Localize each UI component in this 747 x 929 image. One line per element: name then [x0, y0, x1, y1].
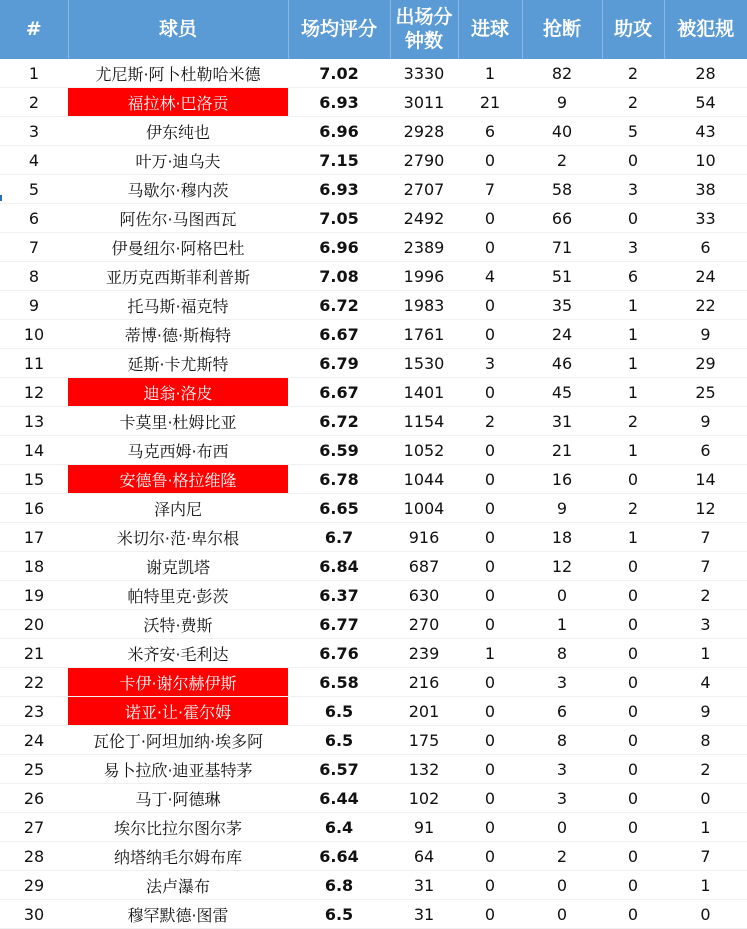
cell-fouled: 6 — [664, 233, 747, 262]
cell-goals: 0 — [458, 378, 522, 407]
table-row — [0, 59, 747, 88]
cell-minutes: 31 — [390, 900, 458, 929]
cell-minutes: 31 — [390, 871, 458, 900]
cell-goals: 0 — [458, 146, 522, 175]
cell-fouled: 9 — [664, 407, 747, 436]
cell-player-name: 马克西姆·布西 — [68, 436, 288, 465]
cell-fouled: 1 — [664, 871, 747, 900]
cell-minutes: 64 — [390, 842, 458, 871]
cell-fouled: 7 — [664, 552, 747, 581]
cell-assists: 0 — [602, 755, 664, 784]
cell-minutes: 3330 — [390, 59, 458, 88]
cell-fouled: 6 — [664, 436, 747, 465]
cell-minutes: 1154 — [390, 407, 458, 436]
cell-tackles: 0 — [522, 581, 602, 610]
cell-minutes: 201 — [390, 697, 458, 726]
cell-fouled: 7 — [664, 842, 747, 871]
cell-tackles: 8 — [522, 726, 602, 755]
table-row — [0, 784, 747, 813]
cell-index: 30 — [0, 900, 68, 929]
cell-index: 6 — [0, 204, 68, 233]
cell-index: 20 — [0, 610, 68, 639]
cell-rating: 6.5 — [288, 697, 390, 726]
cell-assists: 0 — [602, 639, 664, 668]
cell-goals: 0 — [458, 523, 522, 552]
cell-rating: 6.76 — [288, 639, 390, 668]
table-row — [0, 465, 747, 494]
cell-minutes: 630 — [390, 581, 458, 610]
cell-tackles: 2 — [522, 146, 602, 175]
table-row — [0, 349, 747, 378]
cell-index: 5 — [0, 175, 68, 204]
cell-rating: 7.08 — [288, 262, 390, 291]
table-row — [0, 407, 747, 436]
cell-index: 2 — [0, 88, 68, 117]
cell-index: 17 — [0, 523, 68, 552]
cell-player-name: 纳塔纳毛尔姆布库 — [68, 842, 288, 871]
header-index: # — [0, 0, 68, 59]
cell-goals: 3 — [458, 349, 522, 378]
cell-goals: 0 — [458, 581, 522, 610]
cell-assists: 0 — [602, 668, 664, 697]
cell-fouled: 3 — [664, 610, 747, 639]
cell-minutes: 216 — [390, 668, 458, 697]
table-row — [0, 494, 747, 523]
cell-player-name: 伊曼纽尔·阿格巴杜 — [68, 233, 288, 262]
cell-player-name: 延斯·卡尤斯特 — [68, 349, 288, 378]
cell-goals: 0 — [458, 552, 522, 581]
cell-index: 24 — [0, 726, 68, 755]
cell-rating: 6.84 — [288, 552, 390, 581]
cell-index: 13 — [0, 407, 68, 436]
table-row — [0, 291, 747, 320]
cell-goals: 1 — [458, 59, 522, 88]
cell-rating: 6.44 — [288, 784, 390, 813]
table-row — [0, 175, 747, 204]
cell-goals: 0 — [458, 320, 522, 349]
cell-index: 9 — [0, 291, 68, 320]
cell-rating: 6.57 — [288, 755, 390, 784]
cell-assists: 0 — [602, 204, 664, 233]
cell-assists: 0 — [602, 465, 664, 494]
cell-rating: 7.05 — [288, 204, 390, 233]
cell-rating: 6.93 — [288, 175, 390, 204]
cell-index: 4 — [0, 146, 68, 175]
cell-index: 22 — [0, 668, 68, 697]
cell-rating: 6.72 — [288, 291, 390, 320]
cell-goals: 4 — [458, 262, 522, 291]
cell-minutes: 1004 — [390, 494, 458, 523]
cell-rating: 6.96 — [288, 117, 390, 146]
cell-assists: 1 — [602, 523, 664, 552]
cell-player-name: 马歇尔·穆内茨 — [68, 175, 288, 204]
cell-tackles: 3 — [522, 784, 602, 813]
table-row — [0, 146, 747, 175]
cell-fouled: 33 — [664, 204, 747, 233]
cell-fouled: 0 — [664, 784, 747, 813]
cell-fouled: 29 — [664, 349, 747, 378]
cell-player-name: 叶万·迪乌夫 — [68, 146, 288, 175]
cell-goals: 0 — [458, 291, 522, 320]
cell-tackles: 24 — [522, 320, 602, 349]
cell-player-name: 卡莫里·杜姆比亚 — [68, 407, 288, 436]
cell-minutes: 1044 — [390, 465, 458, 494]
cell-player-name: 福拉林·巴洛贡 — [68, 88, 288, 117]
cell-player-name: 托马斯·福克特 — [68, 291, 288, 320]
cell-rating: 6.59 — [288, 436, 390, 465]
cell-index: 23 — [0, 697, 68, 726]
cell-player-name: 法卢瀑布 — [68, 871, 288, 900]
cell-minutes: 687 — [390, 552, 458, 581]
cell-minutes: 239 — [390, 639, 458, 668]
cell-assists: 3 — [602, 233, 664, 262]
cell-rating: 6.78 — [288, 465, 390, 494]
cell-fouled: 28 — [664, 59, 747, 88]
cell-player-name: 马丁·阿德琳 — [68, 784, 288, 813]
cell-index: 11 — [0, 349, 68, 378]
cell-player-name: 沃特·费斯 — [68, 610, 288, 639]
cell-tackles: 58 — [522, 175, 602, 204]
cell-assists: 2 — [602, 59, 664, 88]
cell-rating: 6.93 — [288, 88, 390, 117]
cell-tackles: 45 — [522, 378, 602, 407]
cell-index: 19 — [0, 581, 68, 610]
header-fouled: 被犯规 — [664, 0, 747, 59]
cell-tackles: 82 — [522, 59, 602, 88]
cell-fouled: 1 — [664, 639, 747, 668]
cell-tackles: 3 — [522, 755, 602, 784]
cell-index: 1 — [0, 59, 68, 88]
cell-assists: 0 — [602, 610, 664, 639]
cell-assists: 1 — [602, 349, 664, 378]
cell-fouled: 10 — [664, 146, 747, 175]
table-row — [0, 900, 747, 929]
cell-assists: 3 — [602, 175, 664, 204]
cell-player-name: 泽内尼 — [68, 494, 288, 523]
table-row — [0, 639, 747, 668]
cell-minutes: 2790 — [390, 146, 458, 175]
table-row — [0, 436, 747, 465]
cell-fouled: 9 — [664, 697, 747, 726]
cell-assists: 0 — [602, 900, 664, 929]
table-row — [0, 871, 747, 900]
cell-assists: 0 — [602, 146, 664, 175]
header-minutes-line2: 钟数 — [404, 29, 443, 52]
cell-goals: 6 — [458, 117, 522, 146]
cell-index: 25 — [0, 755, 68, 784]
table-row — [0, 842, 747, 871]
cell-tackles: 71 — [522, 233, 602, 262]
cell-assists: 0 — [602, 871, 664, 900]
cell-assists: 1 — [602, 320, 664, 349]
table-row — [0, 117, 747, 146]
cell-tackles: 0 — [522, 871, 602, 900]
cell-goals: 2 — [458, 407, 522, 436]
cell-fouled: 22 — [664, 291, 747, 320]
cell-goals: 0 — [458, 233, 522, 262]
cell-index: 18 — [0, 552, 68, 581]
cell-player-name: 亚历克西斯菲利普斯 — [68, 262, 288, 291]
cell-goals: 0 — [458, 726, 522, 755]
cell-player-name: 帕特里克·彭茨 — [68, 581, 288, 610]
cell-minutes: 2928 — [390, 117, 458, 146]
cell-tackles: 9 — [522, 88, 602, 117]
cell-rating: 6.37 — [288, 581, 390, 610]
cell-goals: 0 — [458, 871, 522, 900]
cell-tackles: 9 — [522, 494, 602, 523]
table-row — [0, 813, 747, 842]
cell-assists: 2 — [602, 407, 664, 436]
cell-goals: 0 — [458, 842, 522, 871]
cell-assists: 5 — [602, 117, 664, 146]
cell-tackles: 2 — [522, 842, 602, 871]
cell-minutes: 2492 — [390, 204, 458, 233]
cell-rating: 6.72 — [288, 407, 390, 436]
cell-index: 10 — [0, 320, 68, 349]
cell-fouled: 43 — [664, 117, 747, 146]
cell-goals: 0 — [458, 436, 522, 465]
cell-minutes: 1983 — [390, 291, 458, 320]
cell-player-name: 诺亚·让·霍尔姆 — [68, 697, 288, 726]
table-row — [0, 523, 747, 552]
cell-minutes: 1052 — [390, 436, 458, 465]
cell-rating: 6.4 — [288, 813, 390, 842]
table-row — [0, 552, 747, 581]
cell-index: 8 — [0, 262, 68, 291]
cell-tackles: 0 — [522, 813, 602, 842]
cell-assists: 6 — [602, 262, 664, 291]
cell-goals: 0 — [458, 204, 522, 233]
edge-marker — [0, 195, 2, 201]
cell-tackles: 66 — [522, 204, 602, 233]
cell-player-name: 尤尼斯·阿卜杜勒哈米德 — [68, 59, 288, 88]
cell-player-name: 米齐安·毛利达 — [68, 639, 288, 668]
cell-player-name: 蒂博·德·斯梅特 — [68, 320, 288, 349]
cell-fouled: 12 — [664, 494, 747, 523]
cell-tackles: 1 — [522, 610, 602, 639]
cell-index: 29 — [0, 871, 68, 900]
cell-player-name: 安德鲁·格拉维隆 — [68, 465, 288, 494]
cell-index: 7 — [0, 233, 68, 262]
table-row — [0, 755, 747, 784]
cell-tackles: 21 — [522, 436, 602, 465]
header-rating: 场均评分 — [288, 0, 390, 59]
cell-rating: 6.64 — [288, 842, 390, 871]
cell-index: 27 — [0, 813, 68, 842]
cell-player-name: 伊东纯也 — [68, 117, 288, 146]
cell-goals: 0 — [458, 755, 522, 784]
cell-index: 21 — [0, 639, 68, 668]
cell-minutes: 916 — [390, 523, 458, 552]
cell-assists: 0 — [602, 842, 664, 871]
cell-fouled: 7 — [664, 523, 747, 552]
table-row — [0, 88, 747, 117]
cell-tackles: 6 — [522, 697, 602, 726]
cell-fouled: 9 — [664, 320, 747, 349]
cell-goals: 0 — [458, 784, 522, 813]
cell-tackles: 16 — [522, 465, 602, 494]
cell-goals: 21 — [458, 88, 522, 117]
header-minutes — [390, 0, 458, 59]
cell-tackles: 40 — [522, 117, 602, 146]
cell-index: 15 — [0, 465, 68, 494]
cell-assists: 0 — [602, 552, 664, 581]
cell-tackles: 3 — [522, 668, 602, 697]
cell-minutes: 1761 — [390, 320, 458, 349]
cell-player-name: 卡伊·谢尔赫伊斯 — [68, 668, 288, 697]
cell-index: 3 — [0, 117, 68, 146]
cell-minutes: 2707 — [390, 175, 458, 204]
cell-fouled: 2 — [664, 581, 747, 610]
table-row — [0, 726, 747, 755]
cell-tackles: 51 — [522, 262, 602, 291]
cell-rating: 6.67 — [288, 378, 390, 407]
header-assists: 助攻 — [602, 0, 664, 59]
header-goals: 进球 — [458, 0, 522, 59]
cell-tackles: 8 — [522, 639, 602, 668]
cell-goals: 0 — [458, 610, 522, 639]
cell-rating: 6.65 — [288, 494, 390, 523]
cell-tackles: 31 — [522, 407, 602, 436]
cell-rating: 6.58 — [288, 668, 390, 697]
cell-minutes: 2389 — [390, 233, 458, 262]
cell-rating: 6.96 — [288, 233, 390, 262]
cell-rating: 6.7 — [288, 523, 390, 552]
cell-fouled: 1 — [664, 813, 747, 842]
cell-tackles: 35 — [522, 291, 602, 320]
cell-goals: 7 — [458, 175, 522, 204]
cell-goals: 0 — [458, 697, 522, 726]
cell-index: 28 — [0, 842, 68, 871]
cell-tackles: 12 — [522, 552, 602, 581]
cell-rating: 7.02 — [288, 59, 390, 88]
header-tackles: 抢断 — [522, 0, 602, 59]
cell-fouled: 38 — [664, 175, 747, 204]
cell-assists: 1 — [602, 378, 664, 407]
cell-rating: 6.5 — [288, 726, 390, 755]
table-header — [0, 0, 747, 59]
cell-fouled: 2 — [664, 755, 747, 784]
cell-minutes: 102 — [390, 784, 458, 813]
table-row — [0, 581, 747, 610]
cell-index: 16 — [0, 494, 68, 523]
cell-index: 12 — [0, 378, 68, 407]
header-row — [0, 0, 747, 59]
cell-assists: 0 — [602, 784, 664, 813]
cell-rating: 6.8 — [288, 871, 390, 900]
cell-assists: 0 — [602, 581, 664, 610]
cell-goals: 0 — [458, 465, 522, 494]
cell-tackles: 46 — [522, 349, 602, 378]
cell-minutes: 132 — [390, 755, 458, 784]
cell-minutes: 270 — [390, 610, 458, 639]
cell-goals: 0 — [458, 813, 522, 842]
cell-minutes: 91 — [390, 813, 458, 842]
cell-goals: 0 — [458, 900, 522, 929]
table-row — [0, 697, 747, 726]
cell-player-name: 阿佐尔·马图西瓦 — [68, 204, 288, 233]
cell-minutes: 1530 — [390, 349, 458, 378]
cell-fouled: 14 — [664, 465, 747, 494]
cell-player-name: 谢克凯塔 — [68, 552, 288, 581]
cell-fouled: 25 — [664, 378, 747, 407]
cell-fouled: 54 — [664, 88, 747, 117]
cell-rating: 6.67 — [288, 320, 390, 349]
table-row — [0, 668, 747, 697]
cell-minutes: 1401 — [390, 378, 458, 407]
cell-minutes: 1996 — [390, 262, 458, 291]
cell-assists: 1 — [602, 436, 664, 465]
cell-goals: 1 — [458, 639, 522, 668]
cell-assists: 0 — [602, 813, 664, 842]
cell-tackles: 18 — [522, 523, 602, 552]
cell-fouled: 4 — [664, 668, 747, 697]
cell-index: 14 — [0, 436, 68, 465]
header-minutes-line1: 出场分 — [395, 5, 453, 28]
cell-assists: 2 — [602, 494, 664, 523]
cell-fouled: 0 — [664, 900, 747, 929]
cell-assists: 0 — [602, 697, 664, 726]
cell-player-name: 米切尔·范·卑尔根 — [68, 523, 288, 552]
cell-player-name: 迪翁·洛皮 — [68, 378, 288, 407]
cell-goals: 0 — [458, 494, 522, 523]
cell-minutes: 175 — [390, 726, 458, 755]
cell-rating: 6.5 — [288, 900, 390, 929]
cell-assists: 2 — [602, 88, 664, 117]
cell-player-name: 易卜拉欣·迪亚基特茅 — [68, 755, 288, 784]
table-row — [0, 262, 747, 291]
cell-tackles: 0 — [522, 900, 602, 929]
cell-rating: 7.15 — [288, 146, 390, 175]
table-body — [0, 59, 747, 929]
table-row — [0, 610, 747, 639]
header-player: 球员 — [68, 0, 288, 59]
cell-index: 26 — [0, 784, 68, 813]
table-row — [0, 204, 747, 233]
cell-player-name: 瓦伦丁·阿坦加纳·埃多阿 — [68, 726, 288, 755]
cell-assists: 1 — [602, 291, 664, 320]
cell-minutes: 3011 — [390, 88, 458, 117]
cell-player-name: 穆罕默德·图雷 — [68, 900, 288, 929]
cell-fouled: 24 — [664, 262, 747, 291]
cell-rating: 6.77 — [288, 610, 390, 639]
table-row — [0, 378, 747, 407]
table-row — [0, 233, 747, 262]
cell-goals: 0 — [458, 668, 522, 697]
table-row — [0, 320, 747, 349]
cell-fouled: 8 — [664, 726, 747, 755]
cell-assists: 0 — [602, 726, 664, 755]
cell-rating: 6.79 — [288, 349, 390, 378]
cell-player-name: 埃尔比拉尔图尔茅 — [68, 813, 288, 842]
